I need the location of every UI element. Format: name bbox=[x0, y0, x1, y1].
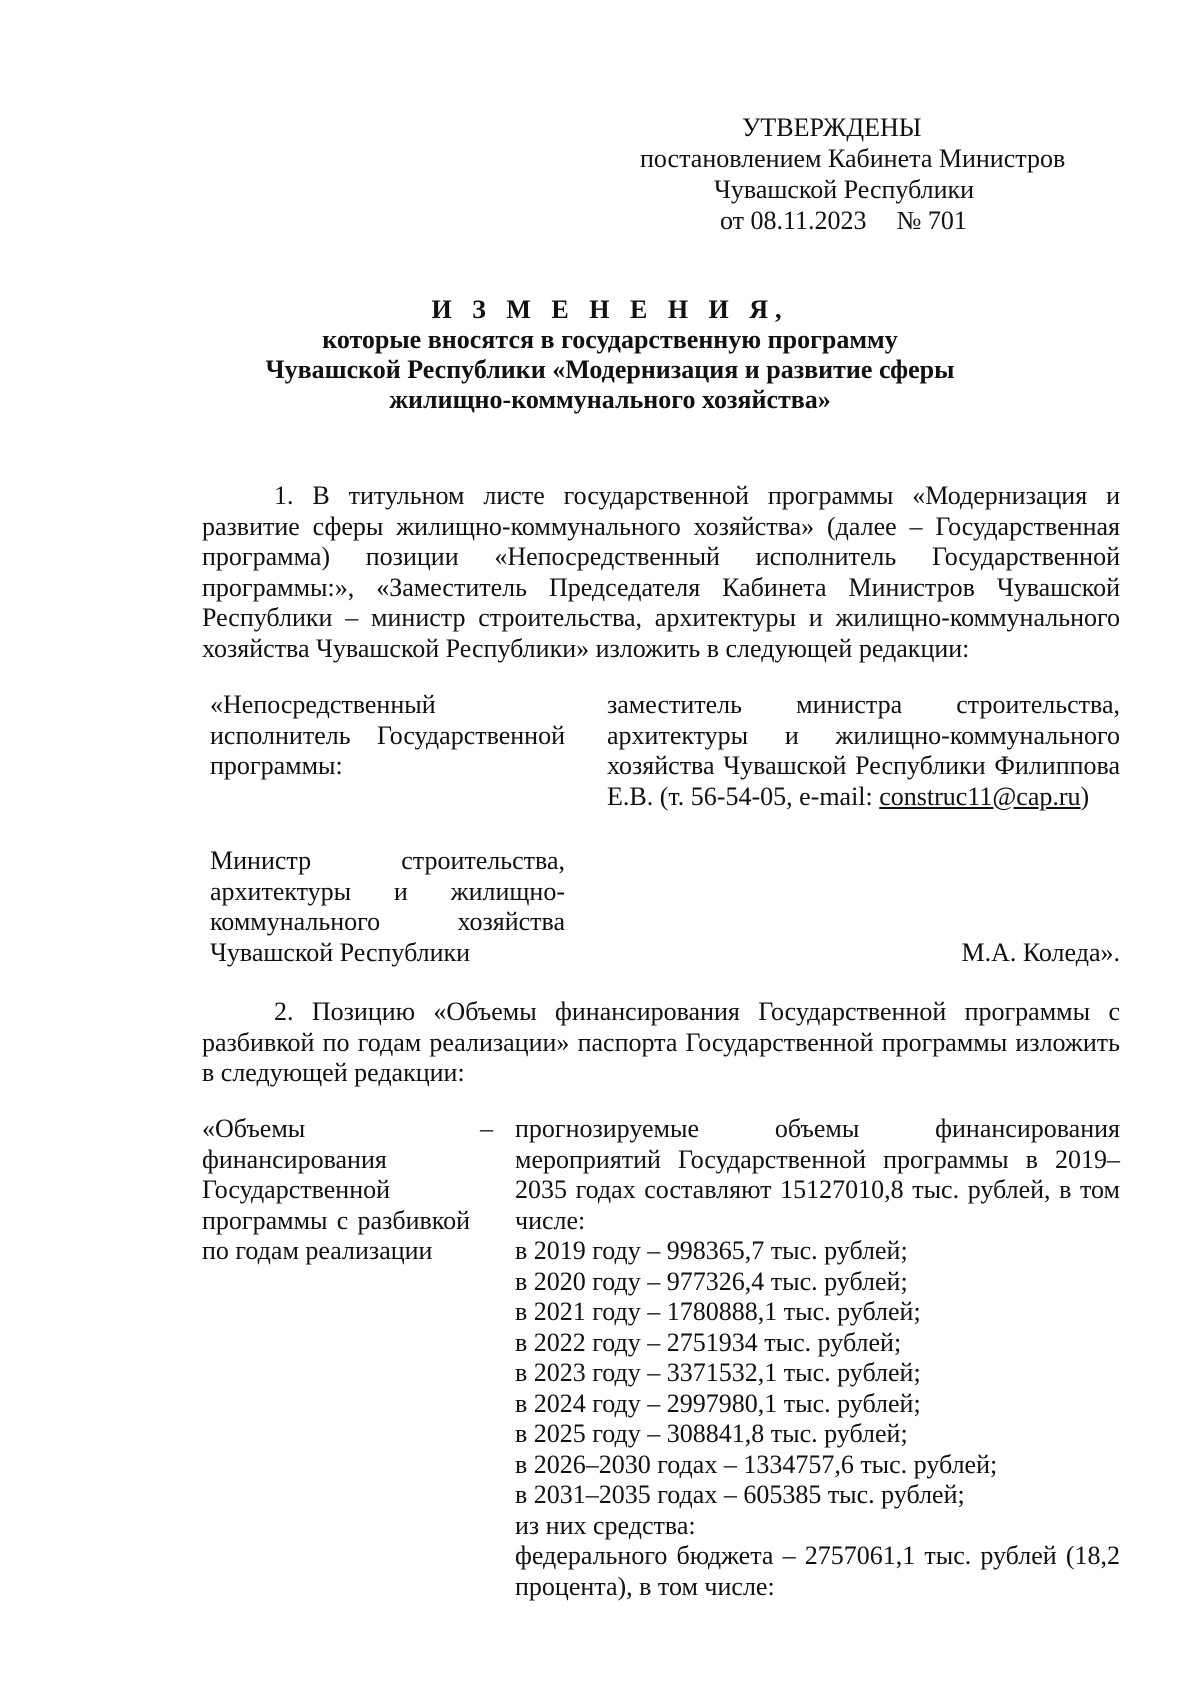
financing-year-2025: в 2025 году – 308841,8 тыс. рублей; bbox=[515, 1419, 908, 1448]
approval-date: от 08.11.2023 bbox=[720, 206, 867, 235]
heading-title: И З М Е Н Е Н И Я, bbox=[431, 295, 789, 324]
financing-year-2023: в 2023 году – 3371532,1 тыс. рублей; bbox=[515, 1358, 921, 1387]
approval-stamp bbox=[640, 112, 1120, 236]
document-heading bbox=[180, 295, 1040, 415]
financing-value bbox=[515, 1114, 1120, 1602]
heading-line-3: Чувашской Республики «Модернизация и развитие сферы bbox=[265, 355, 955, 384]
executor-email-link[interactable]: construc11@cap.ru bbox=[879, 781, 1081, 811]
approval-title: УТВЕРЖДЕНЫ bbox=[742, 113, 922, 142]
minister-name: М.А. Коледа». bbox=[961, 938, 1120, 967]
executor-contact-suffix: ) bbox=[1080, 781, 1090, 811]
financing-year-2021: в 2021 году – 1780888,1 тыс. рублей; bbox=[515, 1297, 921, 1326]
approval-number: № 701 bbox=[896, 206, 967, 235]
financing-dash: – bbox=[480, 1114, 493, 1143]
approval-date-number bbox=[640, 205, 1120, 236]
financing-intro: прогнозируемые объемы финансирования мероприятий Государственной программы в 2019–2035 годах составляют 15127010,8 тыс. рублей, в том числе: bbox=[515, 1114, 1120, 1235]
heading-line-4: жилищно-коммунального хозяйства» bbox=[389, 385, 831, 414]
financing-year-2019: в 2019 году – 998365,7 тыс. рублей; bbox=[515, 1236, 908, 1265]
financing-of-which: из них средства: bbox=[515, 1510, 696, 1540]
executor-label: «Непосредственный исполнитель Государственной программы: bbox=[210, 690, 565, 780]
financing-years-2026-2030: в 2026–2030 годах – 1334757,6 тыс. рублей; bbox=[515, 1449, 998, 1479]
executor-name: заместитель министра строительства, архитектуры и жилищно-коммунального хозяйства Чувашской Республики Филиппова Е.В. bbox=[607, 690, 1120, 811]
financing-label: «Объемы финансирования Государственной программы с разбивкой по годам реализации bbox=[202, 1114, 470, 1265]
financing-year-2020: в 2020 году – 977326,4 тыс. рублей; bbox=[515, 1266, 908, 1296]
financing-years-2031-2035: в 2031–2035 годах – 605385 тыс. рублей; bbox=[515, 1480, 965, 1509]
executor-value bbox=[607, 690, 1120, 812]
heading-line-2: которые вносятся в государственную программу bbox=[322, 325, 898, 354]
financing-year-2024: в 2024 году – 2997980,1 тыс. рублей; bbox=[515, 1388, 921, 1418]
financing-year-2022: в 2022 году – 2751934 тыс. рублей; bbox=[515, 1327, 902, 1357]
paragraph-2: 2. Позицию «Объемы финансирования Государственной программы с разбивкой по годам реализации» паспорта Государственной программы изложить в следующей редакции: bbox=[202, 997, 1120, 1087]
paragraph-1: 1. В титульном листе государственной программы «Модернизация и развитие сферы жилищно-коммунального хозяйства» (далее – Государственная программа) позиции «Непосредственный исполнитель Государственной программы:», «Заместитель Председателя Кабинета Министров Чувашской Республики – министр строительства, архитектуры и жилищно-коммунального хозяйства Чувашской Республики» изложить в следующей редакции: bbox=[202, 481, 1120, 663]
approval-region: Чувашской Республики bbox=[714, 175, 975, 204]
financing-federal: федерального бюджета – 2757061,1 тыс. рублей (18,2 процента), в том числе: bbox=[515, 1541, 1120, 1601]
minister-label: Министр строительства, архитектуры и жилищно-коммунального хозяйства Чувашской Республики bbox=[210, 846, 565, 967]
approval-authority: постановлением Кабинета Министров bbox=[640, 144, 1066, 173]
executor-contact-prefix: (т. 56-54-05, e-mail: bbox=[659, 781, 880, 811]
